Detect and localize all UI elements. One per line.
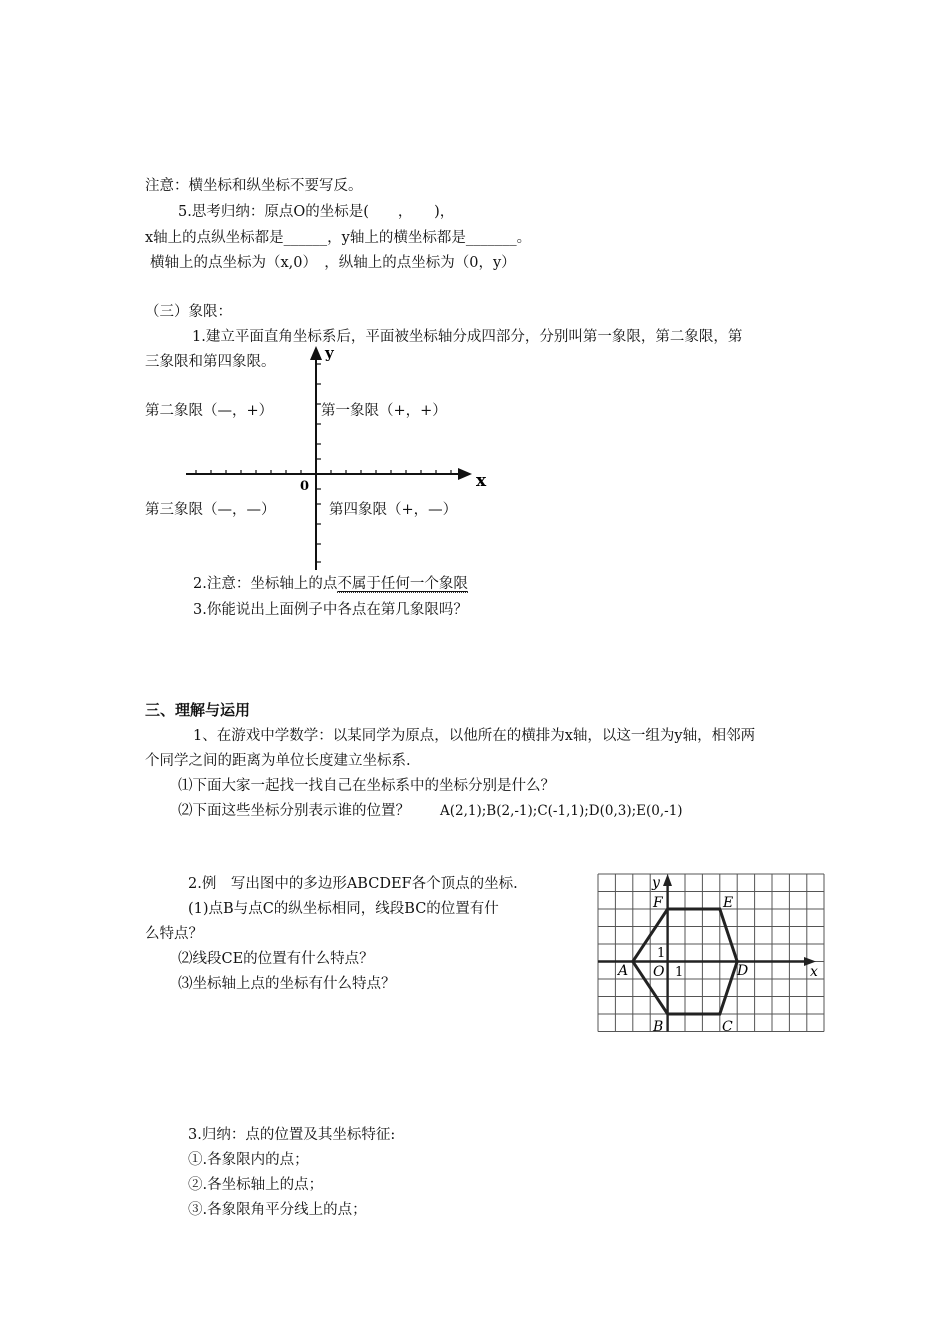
- note-axis-order: 注意：横坐标和纵坐标不要写反。: [145, 178, 363, 194]
- vertex-e-label: E: [723, 895, 734, 911]
- summary-item-2: ②.各坐标轴上的点；: [188, 1177, 324, 1193]
- quadrant-1-label: 第一象限（+，+）: [321, 403, 447, 419]
- game-question-2-coords: A(2,1);B(2,-1);C(-1,1);D(0,3);E(0,-1): [440, 803, 683, 819]
- example-title: 2.例 写出图中的多边形ABCDEF各个顶点的坐标.: [188, 876, 518, 892]
- game-question-2: [178, 801, 683, 821]
- example-question-1-line1: (1)点B与点C的纵坐标相同，线段BC的位置有什: [188, 901, 499, 917]
- grid-x-axis-label: x: [810, 964, 818, 980]
- game-paragraph-line2: 个同学之间的距离为单位长度建立坐标系.: [145, 753, 411, 769]
- axis-point-note-prefix: 2.注意：坐标轴上的点: [193, 576, 338, 592]
- quadrant-4-label: 第四象限（+，—）: [329, 502, 458, 518]
- summary-item-1: ①.各象限内的点；: [188, 1152, 309, 1168]
- axis-point-note: [193, 574, 468, 594]
- x-axis-label: x: [476, 471, 487, 491]
- axis-point-note-emphasis: 不属于任何一个象限: [337, 576, 468, 592]
- vertex-c-label: C: [722, 1019, 733, 1035]
- summary-title: 3.归纳：点的位置及其坐标特征:: [188, 1127, 396, 1143]
- origin-o-label: O: [653, 964, 665, 980]
- example-question-2: ⑵线段CE的位置有什么特点？: [178, 951, 374, 967]
- quadrant-2-label: 第二象限（—，+）: [145, 403, 274, 419]
- game-paragraph-line1: 1、在游戏中学数学：以某同学为原点，以他所在的横排为x轴，以这一组为y轴，相邻两: [193, 728, 756, 744]
- grid-y-axis-label: y: [652, 875, 660, 891]
- summary-item-3: ③.各象限角平分线上的点；: [188, 1202, 367, 1218]
- origin-label: 0: [300, 479, 310, 494]
- quadrants-paragraph-line2: 三象限和第四象限。: [145, 354, 276, 370]
- quadrants-heading: （三）象限：: [145, 304, 232, 320]
- vertex-f-label: F: [653, 895, 663, 911]
- question-5-line3: 横轴上的点坐标为（x,0） ，纵轴上的点坐标为（0，y）: [150, 255, 516, 271]
- y-unit-label: 1: [657, 946, 666, 961]
- quadrant-question-3: 3.你能说出上面例子中各点在第几象限吗？: [193, 602, 468, 618]
- example-question-3: ⑶坐标轴上点的坐标有什么特点？: [178, 976, 396, 992]
- vertex-b-label: B: [653, 1019, 664, 1035]
- quadrant-axes-diagram: [180, 340, 500, 580]
- game-question-2-text: ⑵下面这些坐标分别表示谁的位置？: [178, 803, 410, 819]
- quadrants-paragraph-line1: 1.建立平面直角坐标系后，平面被坐标轴分成四部分，分别叫第一象限，第二象限，第: [192, 329, 743, 345]
- question-5-line1: 5.思考归纳：原点O的坐标是( ， )，: [178, 204, 455, 220]
- x-axis-arrow: [458, 468, 472, 480]
- vertex-d-label: D: [737, 963, 749, 979]
- polygon-grid-figure: [596, 872, 828, 1036]
- vertex-a-label: A: [618, 963, 629, 979]
- quadrant-3-label: 第三象限（—，—）: [145, 502, 276, 518]
- y-axis-arrow: [310, 346, 322, 360]
- question-5-line2: x轴上的点纵坐标都是______，y轴上的横坐标都是_______。: [145, 230, 532, 246]
- x-unit-label: 1: [675, 965, 684, 980]
- game-question-1: ⑴下面大家一起找一找自己在坐标系中的坐标分别是什么？: [178, 778, 555, 794]
- section-3-title: 三、理解与运用: [145, 701, 251, 719]
- example-question-1-line2: 么特点？: [145, 926, 203, 942]
- y-axis-label: y: [325, 344, 334, 362]
